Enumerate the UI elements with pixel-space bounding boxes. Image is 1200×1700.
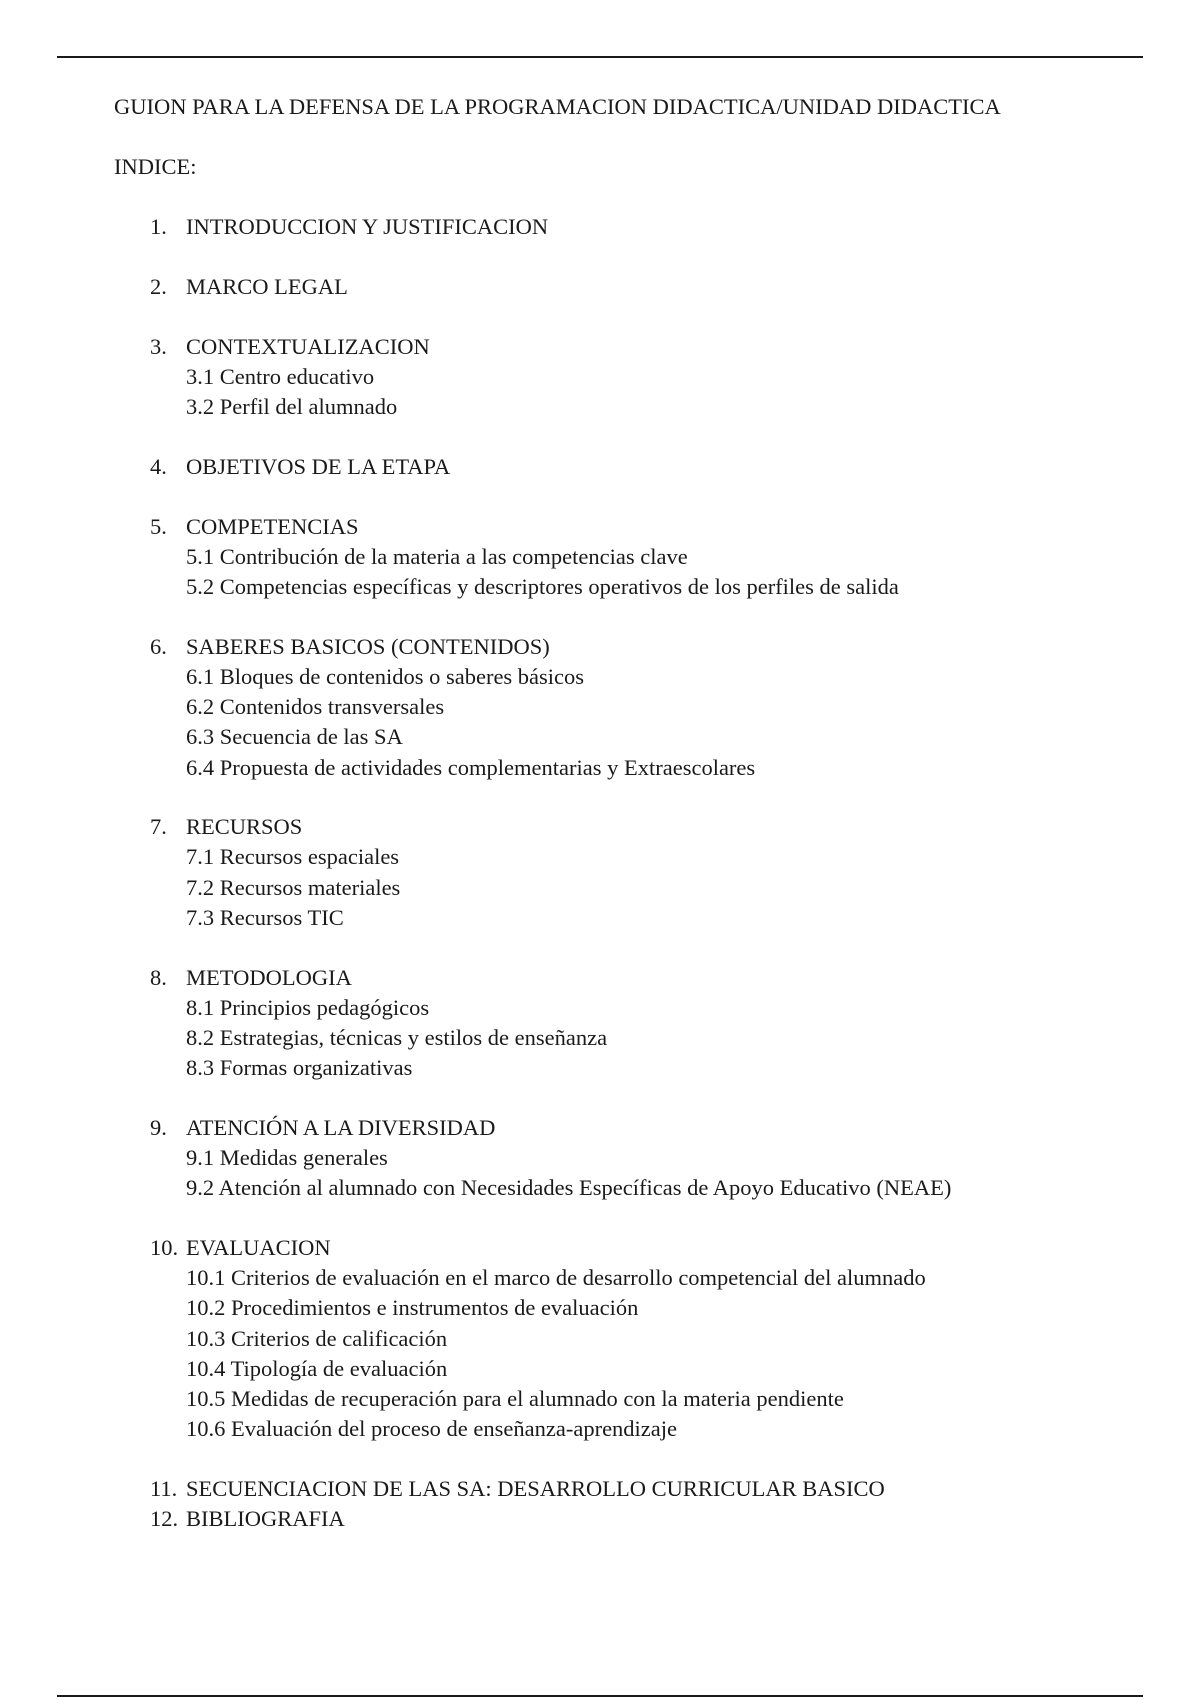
toc-section-3 bbox=[114, 332, 1154, 423]
index-label: INDICE: bbox=[114, 154, 197, 180]
toc-section-number: 1. bbox=[150, 214, 167, 240]
toc-subsection-list bbox=[114, 1263, 1154, 1444]
toc-subsection: 7.3 Recursos TIC bbox=[186, 904, 344, 930]
toc-section-5 bbox=[114, 512, 1154, 603]
toc-section-10 bbox=[114, 1233, 1154, 1444]
toc-section-1 bbox=[114, 212, 1154, 242]
toc-subsection: 10.5 Medidas de recuperación para el alumnado con la materia pendiente bbox=[186, 1386, 844, 1411]
toc-section-number: 4. bbox=[150, 453, 167, 479]
toc-subsection-list bbox=[114, 842, 1154, 933]
toc-section-number: 10. bbox=[150, 1234, 179, 1260]
toc-section-title: SABERES BASICOS (CONTENIDOS) bbox=[186, 633, 550, 659]
toc-section-9 bbox=[114, 1113, 1154, 1204]
toc-section-number: 2. bbox=[150, 274, 167, 300]
toc-section-8 bbox=[114, 963, 1154, 1084]
toc-subsection-list bbox=[114, 993, 1154, 1084]
toc-subsection: 7.1 Recursos espaciales bbox=[186, 844, 400, 870]
toc-section-6 bbox=[114, 632, 1154, 783]
toc-subsection: 10.6 Evaluación del proceso de enseñanza-aprendizaje bbox=[186, 1416, 678, 1442]
toc-section-number: 12. bbox=[150, 1506, 179, 1532]
toc-subsection: 6.2 Contenidos transversales bbox=[186, 694, 445, 720]
toc-subsection: 3.2 Perfil del alumnado bbox=[186, 394, 398, 420]
toc-subsection: 5.1 Contribución de la materia a las competencias clave bbox=[186, 543, 688, 569]
toc-section-title: METODOLOGIA bbox=[186, 964, 352, 990]
toc-subsection: 10.4 Tipología de evaluación bbox=[186, 1355, 448, 1381]
toc-section-title: COMPETENCIAS bbox=[186, 513, 359, 539]
toc-section-number: 9. bbox=[150, 1114, 167, 1140]
toc-section-title: OBJETIVOS DE LA ETAPA bbox=[186, 453, 451, 479]
toc-subsection: 9.1 Medidas generales bbox=[186, 1145, 388, 1171]
top-rule bbox=[57, 56, 1143, 58]
toc-subsection: 10.2 Procedimientos e instrumentos de evaluación bbox=[186, 1295, 639, 1321]
toc-section-11 bbox=[114, 1474, 1154, 1504]
toc-section-title: RECURSOS bbox=[186, 814, 303, 840]
toc-subsection: 8.1 Principios pedagógicos bbox=[186, 994, 430, 1020]
toc-subsection: 10.3 Criterios de calificación bbox=[186, 1325, 448, 1351]
toc-section-number: 3. bbox=[150, 333, 167, 359]
toc-section-title: CONTEXTUALIZACION bbox=[186, 333, 430, 359]
toc-section-title: ATENCIÓN A LA DIVERSIDAD bbox=[186, 1114, 496, 1140]
toc-subsection-list bbox=[114, 542, 1154, 602]
toc-subsection-list bbox=[114, 1143, 1154, 1203]
toc-section-title: EVALUACION bbox=[186, 1234, 331, 1260]
toc-subsection-list bbox=[114, 662, 1154, 783]
toc-subsection: 8.2 Estrategias, técnicas y estilos de enseñanza bbox=[186, 1024, 608, 1050]
toc-subsection: 10.1 Criterios de evaluación en el marco de desarrollo competencial del alumnado bbox=[186, 1265, 926, 1291]
toc-section-number: 5. bbox=[150, 513, 167, 539]
toc-subsection: 7.2 Recursos materiales bbox=[186, 874, 401, 900]
toc-subsection-list bbox=[114, 362, 1154, 422]
toc-section-number: 8. bbox=[150, 964, 167, 990]
table-of-contents bbox=[114, 212, 1154, 1534]
toc-section-7 bbox=[114, 812, 1154, 933]
toc-section-title: SECUENCIACION DE LAS SA: DESARROLLO CURRICULAR BASICO bbox=[186, 1475, 885, 1501]
toc-section-12 bbox=[114, 1504, 1154, 1534]
toc-section-number: 11. bbox=[150, 1475, 178, 1501]
toc-subsection: 5.2 Competencias específicas y descriptores operativos de los perfiles de salida bbox=[186, 574, 899, 600]
toc-section-title: INTRODUCCION Y JUSTIFICACION bbox=[186, 214, 549, 240]
toc-subsection: 3.1 Centro educativo bbox=[186, 364, 375, 390]
toc-section-title: BIBLIOGRAFIA bbox=[186, 1506, 345, 1532]
toc-section-4 bbox=[114, 452, 1154, 482]
toc-subsection: 6.4 Propuesta de actividades complementarias y Extraescolares bbox=[186, 754, 756, 780]
toc-subsection: 6.1 Bloques de contenidos o saberes básicos bbox=[186, 663, 585, 689]
toc-section-number: 6. bbox=[150, 633, 167, 659]
toc-subsection: 9.2 Atención al alumnado con Necesidades Específicas de Apoyo Educativo (NEAE) bbox=[186, 1175, 952, 1201]
toc-subsection: 6.3 Secuencia de las SA bbox=[186, 724, 403, 750]
toc-section-2 bbox=[114, 272, 1154, 302]
document-title: GUION PARA LA DEFENSA DE LA PROGRAMACION DIDACTICA/UNIDAD DIDACTICA bbox=[114, 94, 1001, 119]
toc-section-title: MARCO LEGAL bbox=[186, 274, 348, 300]
toc-section-number: 7. bbox=[150, 814, 167, 840]
document-body bbox=[114, 92, 1154, 1534]
bottom-rule bbox=[57, 1695, 1143, 1697]
toc-subsection: 8.3 Formas organizativas bbox=[186, 1055, 413, 1081]
